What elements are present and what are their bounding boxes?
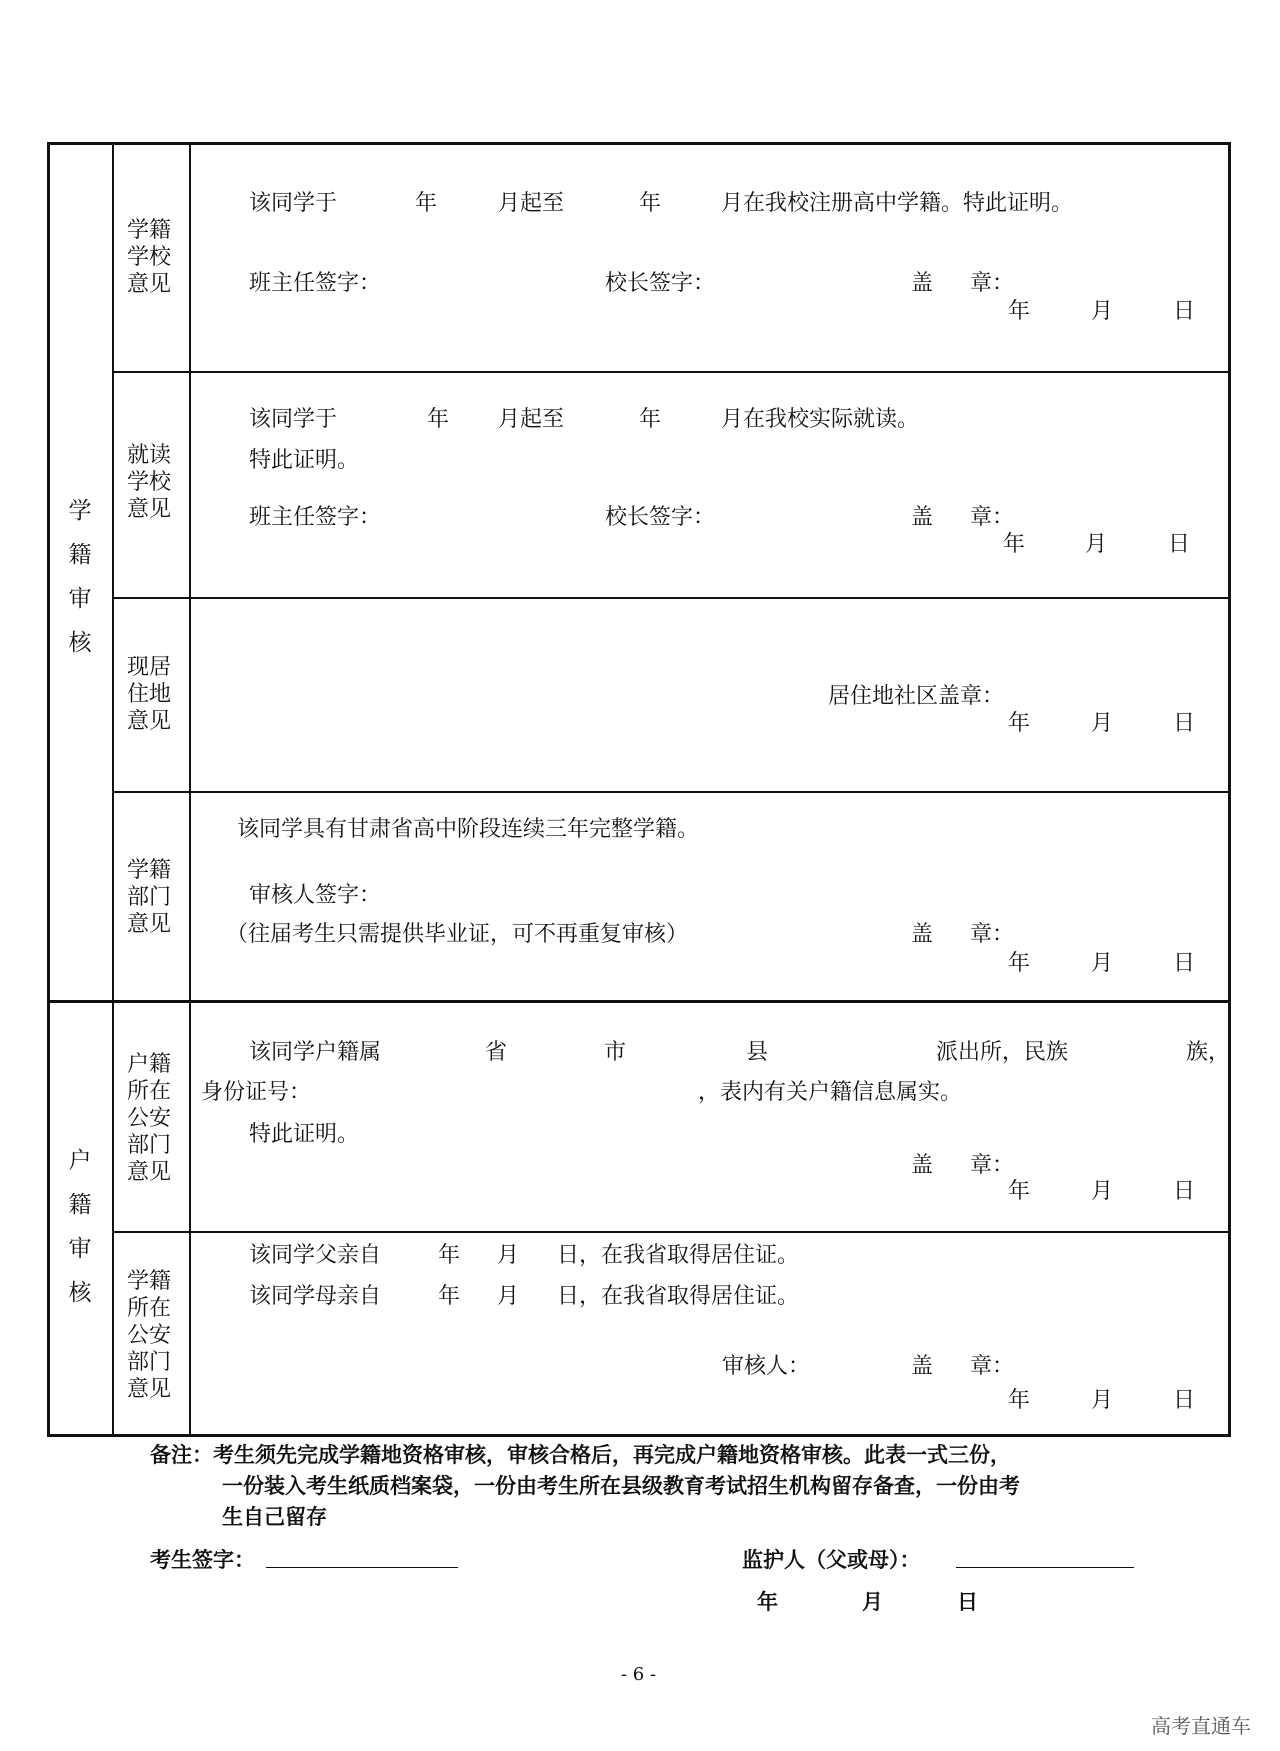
xueji-bumen-date-year: 年 (1008, 951, 1031, 976)
huji-police-info-confirm: ，表内有关户籍信息属实。 (698, 1080, 963, 1105)
column-divider (112, 145, 114, 1434)
row-label-xueji-police: 学籍所在公安部门意见 (126, 1269, 171, 1402)
xueji-police-father-text: 该同学父亲自 (249, 1243, 382, 1268)
guardian-signature-label: 监护人（父或母）： (742, 1547, 921, 1572)
xueji-bumen-statement: 该同学具有甘肃省高中阶段连续三年完整学籍。 (237, 817, 700, 842)
student-signature-label: 考生签字： (150, 1547, 255, 1572)
row-divider (113, 1231, 1231, 1233)
huji-police-certify: 特此证明。 (249, 1122, 360, 1147)
huji-police-seal-gai: 盖 (911, 1153, 934, 1178)
jiudu-school-seal-gai: 盖 (911, 505, 934, 530)
column-divider (189, 145, 191, 1434)
row-divider (113, 791, 1231, 793)
huji-police-seal-zhang: 章： (970, 1153, 1015, 1178)
xueji-police-father-year: 年 (438, 1243, 461, 1268)
xueji-police-seal-gai: 盖 (911, 1354, 934, 1379)
category-xueji-shenhe: 学籍审核 (68, 498, 92, 656)
xueji-police-reviewer: 审核人： (722, 1354, 811, 1379)
huji-police-date-year: 年 (1008, 1179, 1031, 1204)
huji-police-county: 县 (746, 1040, 769, 1065)
remarks-line-1: 备注：考生须先完成学籍地资格审核，审核合格后，再完成户籍地资格审核。此表一式三份， (150, 1442, 1011, 1467)
xueji-school-text: 该同学于 (249, 191, 338, 216)
row-label-xueji-bumen: 学籍部门意见 (126, 858, 171, 937)
xueji-bumen-seal-gai: 盖 (911, 922, 934, 947)
huji-police-ethnicity-suffix: 族， (1186, 1040, 1231, 1065)
guardian-signature-line[interactable] (956, 1567, 1134, 1568)
juzhudi-stamp: 居住地社区盖章： (828, 684, 1005, 709)
jiudu-school-date-month: 月 (1085, 532, 1108, 557)
jiudu-school-text: 该同学于 (249, 407, 338, 432)
xueji-school-banzhuren-sign: 班主任签字： (249, 271, 382, 296)
xueji-police-date-day: 日 (1173, 1388, 1196, 1413)
xueji-bumen-date-month: 月 (1091, 951, 1114, 976)
xueji-school-date-year: 年 (1008, 299, 1031, 324)
xueji-bumen-note: （往届考生只需提供毕业证，可不再重复审核） (226, 922, 689, 947)
row-label-juzhudi: 现居住地意见 (126, 655, 171, 734)
page-number: - 6 - (621, 1664, 657, 1685)
row-label-xueji-school: 学籍学校意见 (126, 218, 171, 297)
huji-police-province: 省 (485, 1040, 508, 1065)
jiudu-school-statement: 月在我校实际就读。 (721, 407, 920, 432)
xueji-police-date-year: 年 (1008, 1388, 1031, 1413)
huji-police-date-month: 月 (1091, 1179, 1114, 1204)
jiudu-school-year-to: 年 (639, 407, 662, 432)
row-divider (113, 371, 1231, 373)
xueji-police-father-statement: 日，在我省取得居住证。 (557, 1243, 800, 1268)
remarks-line-3: 生自己留存 (222, 1504, 327, 1529)
section-divider (50, 1000, 1231, 1003)
juzhudi-date-month: 月 (1091, 711, 1114, 736)
xueji-school-year-to: 年 (639, 191, 662, 216)
xueji-school-seal-gai: 盖 (911, 271, 934, 296)
xueji-school-statement: 月在我校注册高中学籍。特此证明。 (721, 191, 1074, 216)
jiudu-school-banzhuren-sign: 班主任签字： (249, 505, 382, 530)
student-signature-line[interactable] (266, 1567, 458, 1568)
xueji-school-seal-zhang: 章： (970, 271, 1015, 296)
huji-police-station-ethnicity: 派出所，民族 (936, 1040, 1069, 1065)
signature-date-month: 月 (862, 1589, 883, 1614)
xueji-school-principal-sign: 校长签字： (605, 271, 716, 296)
signature-date-year: 年 (757, 1589, 778, 1614)
huji-police-id-label: 身份证号： (201, 1080, 312, 1105)
xueji-bumen-reviewer-sign: 审核人签字： (249, 883, 382, 908)
xueji-bumen-seal-zhang: 章： (970, 922, 1015, 947)
signature-date-day: 日 (957, 1589, 978, 1614)
remarks-line-2: 一份装入考生纸质档案袋，一份由考生所在县级教育考试招生机构留存备查，一份由考 (222, 1473, 1020, 1498)
huji-police-date-day: 日 (1173, 1179, 1196, 1204)
xueji-school-month-from: 月起至 (498, 191, 565, 216)
row-label-huji-police: 户籍所在公安部门意见 (126, 1052, 171, 1185)
xueji-police-mother-text: 该同学母亲自 (249, 1284, 382, 1309)
jiudu-school-date-day: 日 (1168, 532, 1191, 557)
huji-police-text: 该同学户籍属 (249, 1040, 382, 1065)
juzhudi-date-year: 年 (1008, 711, 1031, 736)
row-divider (113, 597, 1231, 599)
huji-police-city: 市 (604, 1040, 627, 1065)
xueji-school-date-day: 日 (1173, 299, 1196, 324)
jiudu-school-date-year: 年 (1003, 532, 1026, 557)
jiudu-school-certify: 特此证明。 (249, 448, 360, 473)
xueji-police-seal-zhang: 章： (970, 1354, 1015, 1379)
xueji-police-date-month: 月 (1091, 1388, 1114, 1413)
jiudu-school-year-from: 年 (427, 407, 450, 432)
watermark: 高考直通车 (1151, 1714, 1251, 1738)
jiudu-school-month-from: 月起至 (498, 407, 565, 432)
category-huji-shenhe: 户籍审核 (68, 1148, 92, 1306)
xueji-police-father-month: 月 (497, 1243, 520, 1268)
xueji-police-mother-year: 年 (438, 1284, 461, 1309)
jiudu-school-principal-sign: 校长签字： (605, 505, 716, 530)
jiudu-school-seal-zhang: 章： (970, 505, 1015, 530)
xueji-school-year-from: 年 (415, 191, 438, 216)
xueji-police-mother-statement: 日，在我省取得居住证。 (557, 1284, 800, 1309)
juzhudi-date-day: 日 (1173, 711, 1196, 736)
xueji-school-date-month: 月 (1091, 299, 1114, 324)
xueji-police-mother-month: 月 (497, 1284, 520, 1309)
xueji-bumen-date-day: 日 (1173, 951, 1196, 976)
row-label-jiudu-school: 就读学校意见 (126, 443, 171, 522)
